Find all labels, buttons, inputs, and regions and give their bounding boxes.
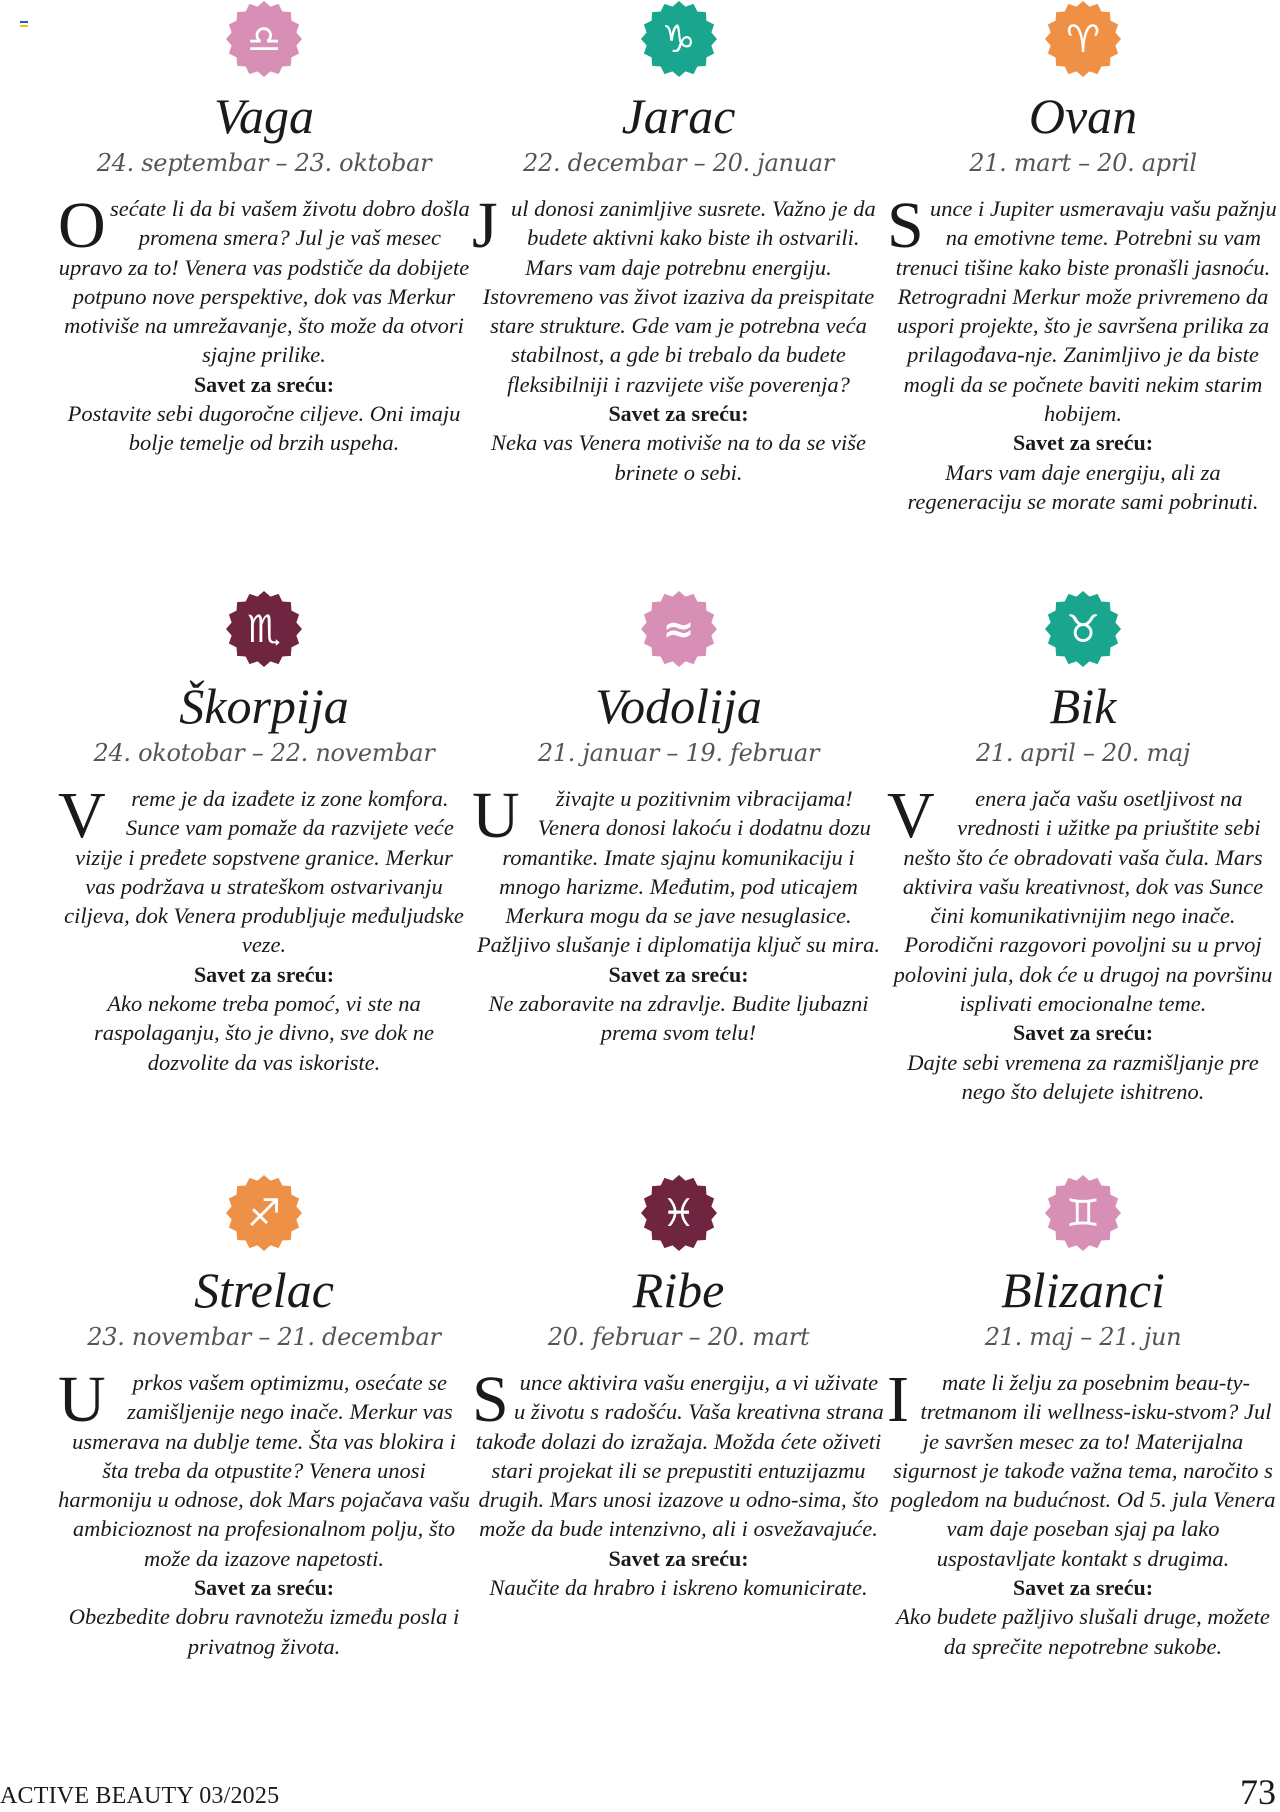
zodiac-glyph: ♐ <box>246 1191 282 1235</box>
drop-cap: I <box>887 1363 909 1436</box>
sign-dates: 20. februar – 20. mart <box>547 1323 810 1351</box>
tip-text: Mars vam daje energiju, ali za regeneraciju se morate sami pobrinuti. <box>907 459 1259 514</box>
drop-cap: V <box>887 779 935 852</box>
horoscope-paragraph: mate li želju za posebnim beau-ty-tretmanom ili wellness-isku-stvom? Jul je savršen mesec za to! Materijalna sigurnost je takođe važna tema, naročito s pogledom na budućnost. Od 5. jula Venera vam daje poseban sjaj pa lako uspostavljate kontakt s drugima. <box>890 1370 1276 1571</box>
capricorn-icon <box>640 0 718 78</box>
sign-name: Škorpija <box>179 678 349 734</box>
tip-text: Postavite sebi dugoročne ciljeve. Oni imaju bolje temelje od brzih uspeha. <box>67 401 461 456</box>
tip-text: Naučite da hrabro i iskreno komunicirate. <box>489 1575 868 1601</box>
sign-name: Strelac <box>194 1262 334 1318</box>
horoscope-text <box>472 779 885 1048</box>
gemini-icon <box>1044 1174 1122 1252</box>
horoscope-text <box>472 189 885 487</box>
drop-cap: V <box>58 779 106 852</box>
tip-label: Savet za sreću: <box>608 961 749 987</box>
tip-label: Savet za sreću: <box>193 371 335 397</box>
horoscope-paragraph: unce i Jupiter usmeravaju vašu pažnju na emotivne teme. Potrebni su vam trenuci tišine kako biste pronašli jasnoću. Retrogradni Merkur može privremeno da uspori projekte, što je savršena prilika za prilagođava-nje. Zanimljivo je da biste mogli da se počnete baviti nekim starim hobijem. <box>895 196 1277 427</box>
sign-dates: 23. novembar – 21. decembar <box>87 1323 441 1351</box>
zodiac-glyph: ♉ <box>1065 607 1101 651</box>
horoscope-text <box>887 189 1279 516</box>
sign-ovan <box>887 0 1279 590</box>
sign-name: Ovan <box>1028 88 1138 144</box>
tip-label: Savet za sreću: <box>193 961 335 987</box>
drop-cap: S <box>887 189 924 262</box>
horoscope-text <box>58 1363 470 1661</box>
pisces-icon <box>640 1174 718 1252</box>
magazine-footer: ACTIVE BEAUTY 03/2025 <box>0 1783 280 1809</box>
sign-jarac <box>472 0 885 590</box>
sign-name: Vaga <box>214 88 314 144</box>
sign-dates: 24. okotobar – 22. novembar <box>93 739 435 767</box>
sign-bik <box>887 590 1279 1174</box>
sign-name: Blizanci <box>1001 1262 1165 1318</box>
sign-name: Ribe <box>632 1262 725 1318</box>
sign-vodolija <box>472 590 885 1174</box>
page-number: 73 <box>1240 1772 1276 1812</box>
horoscope-paragraph: ul donosi zanimljive susrete. Važno je da budete aktivni kako biste ih ostvarili. Mars vam daje potrebnu energiju. Istovremeno vas život izaziva da preispitate stare strukture. Gde vam je potrebna veća stabilnost, a gde bi trebalo da budete fleksibilniji i razvijete više poverenja? <box>482 196 876 397</box>
zodiac-glyph: ♑ <box>661 17 696 61</box>
zodiac-glyph: ≈ <box>662 607 695 651</box>
horoscope-text <box>472 1363 885 1602</box>
horoscope-paragraph: reme je da izađete iz zone komfora. Sunce vam pomaže da razvijete veće vizije i pređete sopstvene granice. Merkur vas podržava u strateškom ostvarivanju ciljeva, dok Venera produbljuje međuljudske veze. <box>64 786 464 958</box>
tip-text: Neka vas Venera motiviše na to da se više brinete o sebi. <box>491 430 866 485</box>
zodiac-glyph: ♓ <box>661 1191 696 1235</box>
drop-cap: O <box>58 189 106 262</box>
drop-cap: U <box>58 1363 106 1436</box>
sign-name: Vodolija <box>595 678 762 734</box>
flag-icon <box>20 21 28 27</box>
drop-cap: J <box>472 189 498 262</box>
tip-label: Savet za sreću: <box>1012 430 1154 456</box>
sign-vaga <box>58 0 470 590</box>
sagittarius-icon <box>225 1174 303 1252</box>
sign-ribe <box>472 1174 885 1790</box>
taurus-icon <box>1044 590 1122 668</box>
horoscope-paragraph: prkos vašem optimizmu, osećate se zamišljenije nego inače. Merkur vas usmerava na dublje teme. Šta vas blokira i šta treba da otpustite? Venera unosi harmoniju u odnose, dok Mars pojačava vašu ambicioznost na profesionalnom polju, što može da izazove napetosti. <box>58 1370 470 1571</box>
tip-label: Savet za sreću: <box>193 1575 335 1601</box>
sign-dates: 21. maj – 21. jun <box>984 1323 1182 1351</box>
horoscope-paragraph: sećate li da bi vašem životu dobro došla promena smera? Jul je vaš mesec upravo za to! Venera vas podstiče da dobijete potpuno nove perspektive, dok vas Merkur motiviše na umrežavanje, što može da otvori sjajne prilike. <box>58 196 470 368</box>
sign-blizanci <box>887 1174 1279 1790</box>
libra-icon <box>225 0 303 78</box>
zodiac-glyph: ♊ <box>1065 1191 1101 1235</box>
sign-name: Jarac <box>621 88 736 144</box>
drop-cap: S <box>472 1363 509 1436</box>
tip-label: Savet za sreću: <box>608 1545 749 1571</box>
sign-dates: 24. septembar – 23. oktobar <box>96 149 432 177</box>
sign-dates: 21. april – 20. maj <box>975 739 1191 767</box>
tip-text: Ne zaboravite na zdravlje. Budite ljubazni prema svom telu! <box>488 991 869 1046</box>
sign-dates: 21. mart – 20. april <box>969 149 1197 177</box>
aquarius-icon <box>640 590 718 668</box>
tip-label: Savet za sreću: <box>1012 1575 1154 1601</box>
zodiac-glyph: ♎ <box>246 17 282 61</box>
tip-label: Savet za sreću: <box>1012 1020 1154 1046</box>
horoscope-paragraph: živajte u pozitivnim vibracijama! Venera donosi lakoću i dodatnu dozu romantike. Imate sjajnu komunikaciju i mnogo harizme. Međutim, pod uticajem Merkura mogu da se jave nesuglasice. Pažljivo slušanje i diplomatija ključ su mira. <box>476 786 881 958</box>
horoscope-grid <box>58 0 1280 1790</box>
aries-icon <box>1044 0 1122 78</box>
horoscope-paragraph: unce aktivira vašu energiju, a vi uživate u životu s radošću. Vaša kreativna strana takođe dolazi do izražaja. Možda ćete oživeti stari projekat ili se prepustiti entuzijazmu drugih. Mars unosi izazove u odno-sima, što može da bude intenzivno, ali i osvežavajuće. <box>475 1370 884 1542</box>
horoscope-text <box>58 779 470 1077</box>
sign-dates: 22. decembar – 20. januar <box>523 149 834 177</box>
drop-cap: U <box>472 779 520 852</box>
tip-text: Obezbedite dobru ravnotežu između posla i privatnog života. <box>68 1604 460 1659</box>
tip-text: Ako nekome treba pomoć, vi ste na raspolaganju, što je divno, sve dok ne dozvolite da vas iskoriste. <box>94 991 434 1075</box>
tip-label: Savet za sreću: <box>608 401 749 427</box>
zodiac-glyph: ♏ <box>246 607 282 651</box>
tip-text: Ako budete pažljivo slušali druge, možete da sprečite nepotrebne sukobe. <box>896 1604 1270 1659</box>
sign-skorpija <box>58 590 470 1174</box>
sign-strelac <box>58 1174 470 1790</box>
horoscope-text <box>887 1363 1279 1661</box>
horoscope-text <box>58 189 470 458</box>
tip-text: Dajte sebi vremena za razmišljanje pre nego što delujete ishitreno. <box>907 1049 1259 1104</box>
sign-dates: 21. januar – 19. februar <box>537 739 820 767</box>
horoscope-text <box>887 779 1279 1106</box>
sign-name: Bik <box>1049 678 1117 734</box>
horoscope-paragraph: enera jača vašu osetljivost na vrednosti i užitke pa priuštite sebi nešto što će obradovati vaša čula. Mars aktivira vašu kreativnost, dok vas Sunce čini komunikativnijim nego inače. Porodični razgovori povoljni su u prvoj polovini jula, dok će u drugoj na površinu isplivati emocionalne teme. <box>893 786 1273 1017</box>
scorpio-icon <box>225 590 303 668</box>
zodiac-glyph: ♈ <box>1065 17 1101 61</box>
